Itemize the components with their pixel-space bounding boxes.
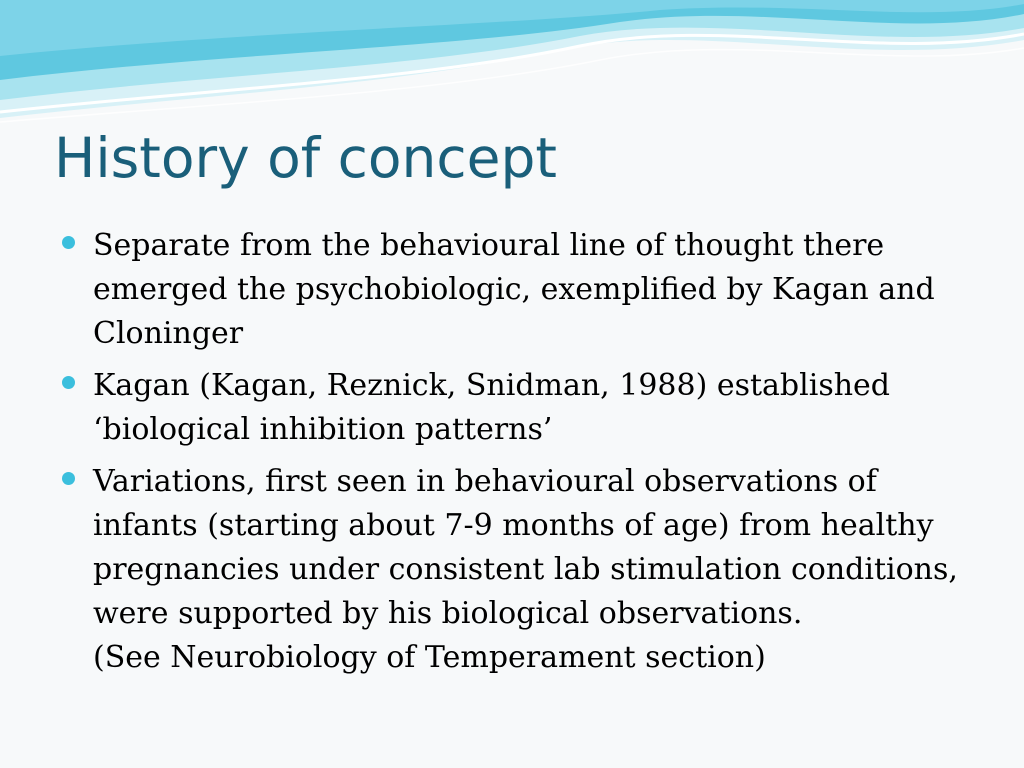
bullet-line: Kagan (Kagan, Reznick, Snidman, 1988) established <box>93 368 890 403</box>
bullet-line: ‘biological inhibition patterns’ <box>93 412 553 447</box>
bullet-item <box>60 460 1005 680</box>
bullet-item <box>60 364 1005 452</box>
header-wave-decoration <box>0 0 1024 130</box>
bullet-line: infants (starting about 7-9 months of age) from healthy <box>93 508 934 543</box>
bullet-line: Variations, first seen in behavioural observations of <box>93 464 877 499</box>
bullet-dot-icon <box>62 236 75 249</box>
bullet-line: Cloninger <box>93 316 244 351</box>
bullet-dot-icon <box>62 376 75 389</box>
bullet-line: pregnancies under consistent lab stimulation conditions, <box>93 552 958 587</box>
bullet-dot-icon <box>62 472 75 485</box>
bullet-line: emerged the psychobiologic, exemplified by Kagan and <box>93 272 935 307</box>
bullet-line: Separate from the behavioural line of thought there <box>93 228 885 263</box>
bullet-line: (See Neurobiology of Temperament section) <box>93 640 766 675</box>
bullet-list <box>60 224 1005 688</box>
bullet-line: were supported by his biological observations. <box>93 596 803 631</box>
bullet-item <box>60 224 1005 356</box>
slide-title: History of concept <box>54 126 557 190</box>
